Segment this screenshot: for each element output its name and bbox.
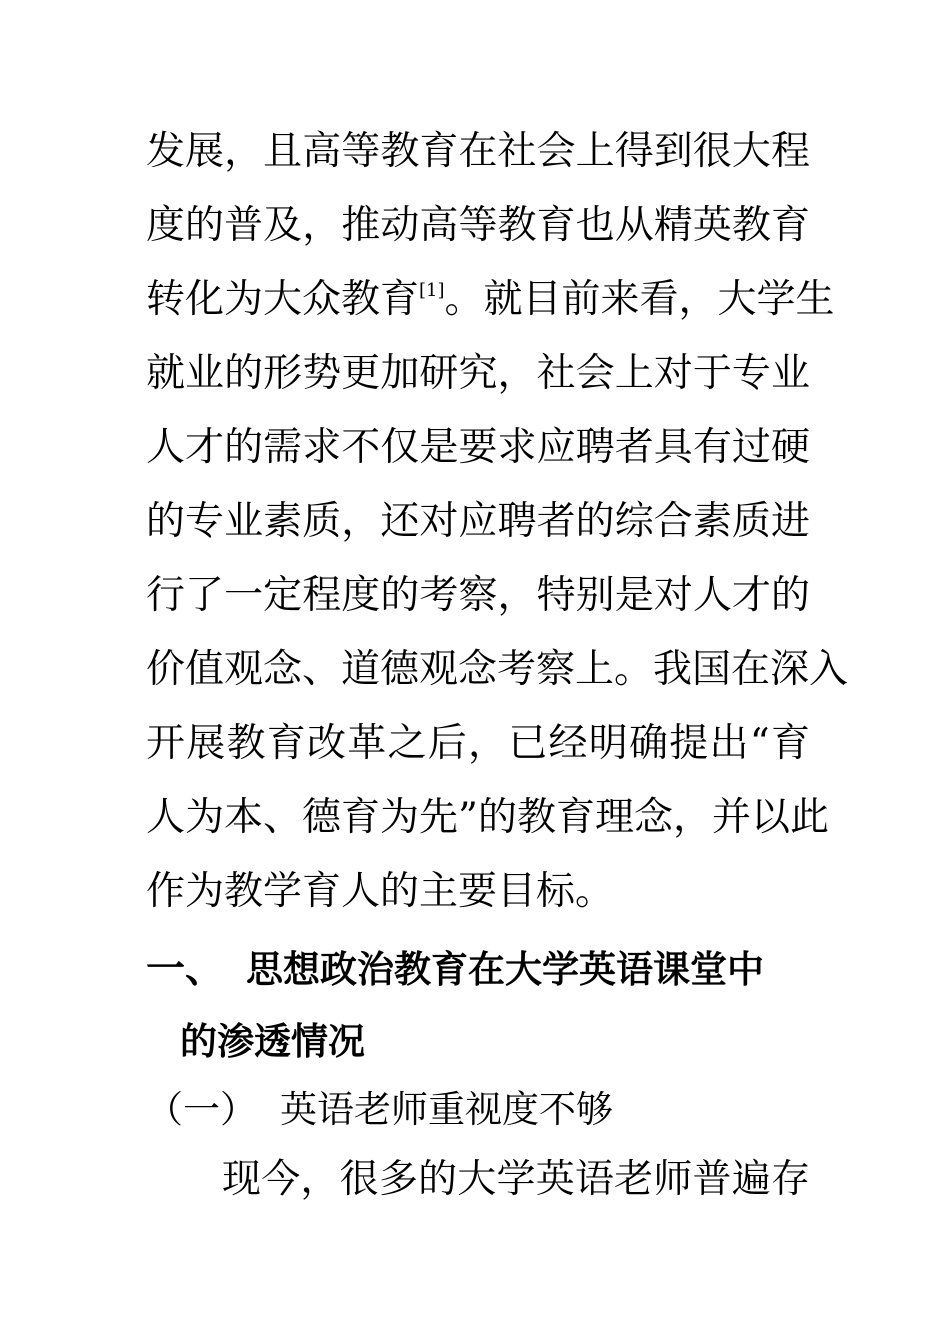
paragraph-line-11: 作为教学育人的主要目标。: [146, 869, 615, 914]
paragraph-line-2: 度的普及，推动高等教育也从精英教育: [146, 203, 810, 248]
paragraph-line-8: 价值观念、道德观念考察上。我国在深入: [146, 647, 849, 692]
subsection-title: 英语老师重视度不够: [280, 1088, 613, 1131]
paragraph-line-3-end: 。就目前来看，大学生: [444, 277, 835, 322]
paragraph-line-1: 发展，且高等教育在社会上得到很大程: [146, 129, 810, 174]
paragraph-line-7: 行了一定程度的考察，特别是对人才的: [146, 573, 810, 618]
paragraph-line-6: 的专业素质，还对应聘者的综合素质进: [146, 499, 810, 544]
paragraph-line-10: 人为本、德育为先”的教育理念，并以此: [146, 795, 829, 840]
paragraph-line-3-start: 转化为大众教育: [146, 277, 420, 322]
section-number: 一、: [146, 947, 225, 992]
subsection-number: （一）: [146, 1088, 257, 1131]
section-title-line-2: 的渗透情况: [180, 1020, 365, 1063]
citation-marker: [1]: [419, 280, 445, 301]
section-title-line-1: 思想政治教育在大学英语课堂中: [246, 948, 764, 991]
body-text-start: 现今，很多的大学英语老师普遍存: [222, 1157, 810, 1202]
paragraph-line-9: 开展教育改革之后，已经明确提出“育: [146, 721, 810, 766]
paragraph-line-3: [146, 275, 835, 332]
paragraph-line-4: 就业的形势更加研究，社会上对于专业: [146, 351, 810, 396]
paragraph-line-5: 人才的需求不仅是要求应聘者具有过硬: [146, 425, 810, 470]
